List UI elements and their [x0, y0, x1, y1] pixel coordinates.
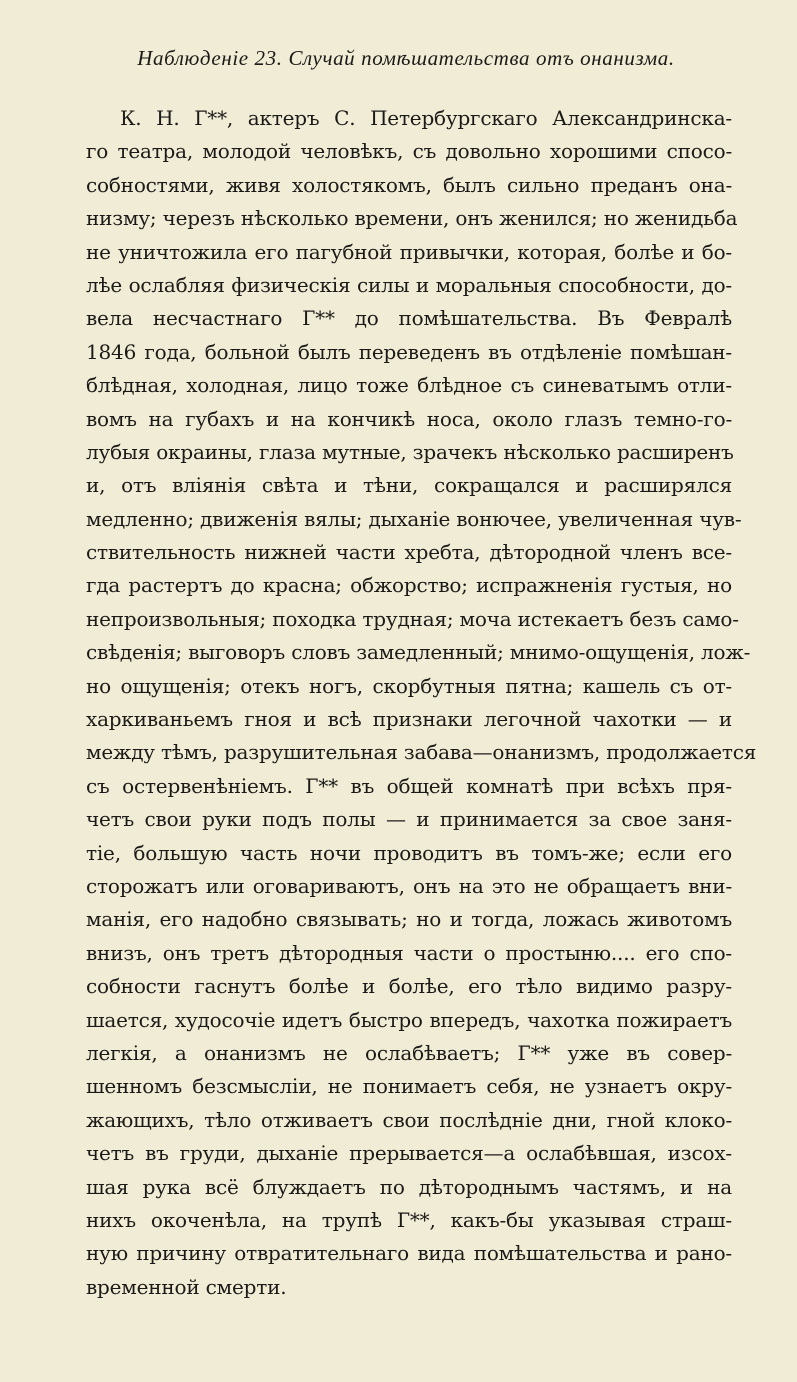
text-line: и, отъ вліянія свѣта и тѣни, сокращался и расширялся: [86, 473, 732, 498]
text-line: манія, его надобно связывать; но и тогда, ложась животомъ: [86, 907, 732, 932]
text-line: свѣденія; выговоръ словъ замедленный; мнимо-ощущенія, лож-: [86, 640, 751, 665]
text-line: харкиваньемъ гноя и всѣ признаки легочной чахотки — и: [86, 707, 732, 732]
text-line: шается, худосочіе идетъ быстро впередъ, чахотка пожираетъ: [86, 1007, 732, 1032]
text-line: шая рука всё блуждаетъ по дѣтороднымъ частямъ, и на: [86, 1174, 732, 1199]
text-line: временной смерти.: [86, 1274, 287, 1299]
text-line: медленно; движенія вялы; дыханіе вонючее, увеличенная чув-: [86, 506, 742, 531]
text-line: ную причину отвратительнаго вида помѣшательства и рано-: [86, 1241, 732, 1266]
text-line: ствительность нижней части хребта, дѣтородной членъ все-: [86, 540, 732, 565]
text-line: гда растертъ до красна; обжорство; испражненія густыя, но: [86, 573, 732, 598]
text-line: лѣе ослабляя физическія силы и моральныя способности, до-: [86, 272, 732, 297]
text-line: тіе, большую часть ночи проводитъ въ томъ-же; если его: [86, 840, 732, 865]
text-line: жающихъ, тѣло отживаетъ свои послѣдніе дни, гной клоко-: [86, 1107, 732, 1132]
text-line: низму; черезъ нѣсколько времени, онъ женился; но женидьба: [86, 206, 738, 231]
text-line: четъ свои руки подъ полы — и принимается за свое заня-: [86, 807, 732, 832]
text-line: четъ въ груди, дыханіе прерывается—а ослабѣвшая, изсох-: [86, 1141, 732, 1166]
text-line: шенномъ безсмысліи, не понимаетъ себя, не узнаетъ окру-: [86, 1074, 732, 1099]
text-line: К. Н. Г**, актеръ С. Петербургскаго Александринска-: [120, 106, 732, 130]
text-line: непроизвольныя; походка трудная; моча истекаетъ безъ само-: [86, 606, 739, 631]
text-line: го театра, молодой человѣкъ, съ довольно хорошими спосо-: [86, 139, 732, 164]
text-line: внизъ, онъ третъ дѣтородныя части о простыню.... его спо-: [86, 940, 732, 965]
text-line: но ощущенія; отекъ ногъ, скорбутныя пятна; кашель съ от-: [86, 673, 732, 698]
text-line: легкія, а онанизмъ не ослабѣваетъ; Г** уже въ совер-: [86, 1040, 732, 1065]
text-line: между тѣмъ, разрушительная забава—онанизмъ, продолжается: [86, 740, 757, 765]
text-line: вомъ на губахъ и на кончикѣ носа, около глазъ темно-го-: [86, 406, 732, 431]
text-line: съ остервенѣніемъ. Г** въ общей комнатѣ при всѣхъ пря-: [86, 773, 732, 798]
text-line: блѣдная, холодная, лицо тоже блѣдное съ синеватымъ отли-: [86, 373, 732, 398]
text-line: вела несчастнаго Г** до помѣшательства. Въ Февралѣ: [86, 306, 732, 331]
observation-text: [86, 102, 757, 1304]
text-line: сторожатъ или оговариваютъ, онъ на это не обращаетъ вни-: [86, 873, 732, 898]
text-line: не уничтожила его пагубной привычки, которая, болѣе и бо-: [86, 239, 732, 264]
text-line: нихъ окоченѣла, на трупѣ Г**, какъ-бы указывая страш-: [86, 1207, 732, 1232]
observation-heading: Наблюденіе 23. Случай помѣшательства отъ онанизма.: [137, 46, 675, 70]
text-line: собностями, живя холостякомъ, былъ сильно преданъ она-: [86, 172, 732, 197]
text-line: 1846 года, больной былъ переведенъ въ отдѣленіе помѣшан-: [86, 339, 732, 364]
text-line: лубыя окраины, глаза мутные, зрачекъ нѣсколько расширенъ: [86, 439, 734, 464]
text-line: собности гаснутъ болѣе и болѣе, его тѣло видимо разру-: [86, 974, 732, 999]
